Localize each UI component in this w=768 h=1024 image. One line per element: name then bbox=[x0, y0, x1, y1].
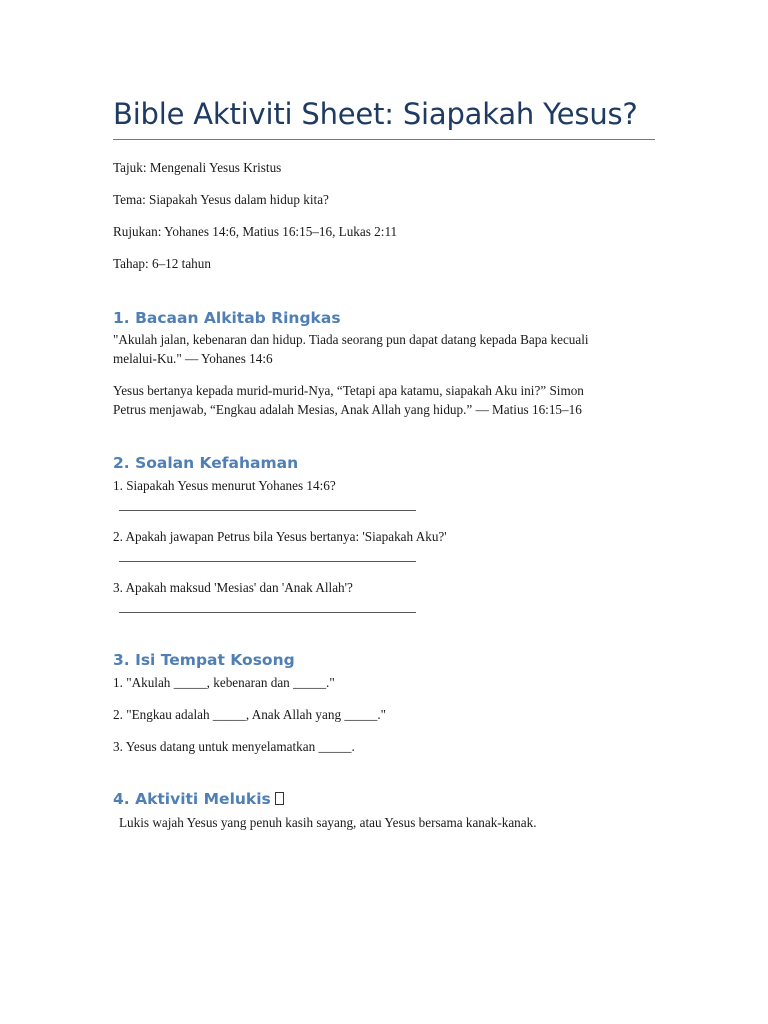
section4-heading: 4. Aktiviti Melukis bbox=[113, 790, 271, 808]
section1-heading: 1. Bacaan Alkitab Ringkas bbox=[113, 309, 341, 327]
page-title: Bible Aktiviti Sheet: Siapakah Yesus? bbox=[113, 97, 638, 131]
meta-rujukan: Rujukan: Yohanes 14:6, Matius 16:15–16, Lukas 2:11 bbox=[113, 224, 398, 239]
meta-tema: Tema: Siapakah Yesus dalam hidup kita? bbox=[113, 192, 329, 207]
question-1: 1. Siapakah Yesus menurut Yohanes 14:6? bbox=[113, 478, 336, 493]
section2-heading: 2. Soalan Kefahaman bbox=[113, 454, 299, 472]
answer-line-3[interactable] bbox=[119, 612, 416, 613]
meta-tahap: Tahap: 6–12 tahun bbox=[113, 256, 211, 271]
missing-glyph-icon bbox=[275, 792, 284, 805]
answer-line-1[interactable] bbox=[119, 510, 416, 511]
fill-blank-2: 2. "Engkau adalah _____, Anak Allah yang _____." bbox=[113, 707, 387, 722]
fill-blank-1: 1. "Akulah _____, kebenaran dan _____." bbox=[113, 675, 335, 690]
section4-instruction: Lukis wajah Yesus yang penuh kasih sayang, atau Yesus bersama kanak-kanak. bbox=[119, 815, 537, 830]
title-underline bbox=[113, 139, 655, 140]
section1-para2-line1: Yesus bertanya kepada murid-murid-Nya, “Tetapi apa katamu, siapakah Aku ini?” Simon bbox=[113, 383, 584, 398]
section3-heading: 3. Isi Tempat Kosong bbox=[113, 651, 295, 669]
meta-tajuk: Tajuk: Mengenali Yesus Kristus bbox=[113, 160, 282, 175]
fill-blank-3: 3. Yesus datang untuk menyelamatkan _____. bbox=[113, 739, 355, 754]
section1-para1-line1: "Akulah jalan, kebenaran dan hidup. Tiada seorang pun dapat datang kepada Bapa kecuali bbox=[113, 332, 589, 347]
section4-heading-row bbox=[113, 789, 284, 809]
section1-para2-line2: Petrus menjawab, “Engkau adalah Mesias, Anak Allah yang hidup.” — Matius 16:15–16 bbox=[113, 402, 582, 417]
question-2: 2. Apakah jawapan Petrus bila Yesus bertanya: 'Siapakah Aku?' bbox=[113, 529, 447, 544]
answer-line-2[interactable] bbox=[119, 561, 416, 562]
section1-para1-line2: melalui-Ku." — Yohanes 14:6 bbox=[113, 351, 273, 366]
question-3: 3. Apakah maksud 'Mesias' dan 'Anak Allah'? bbox=[113, 580, 353, 595]
